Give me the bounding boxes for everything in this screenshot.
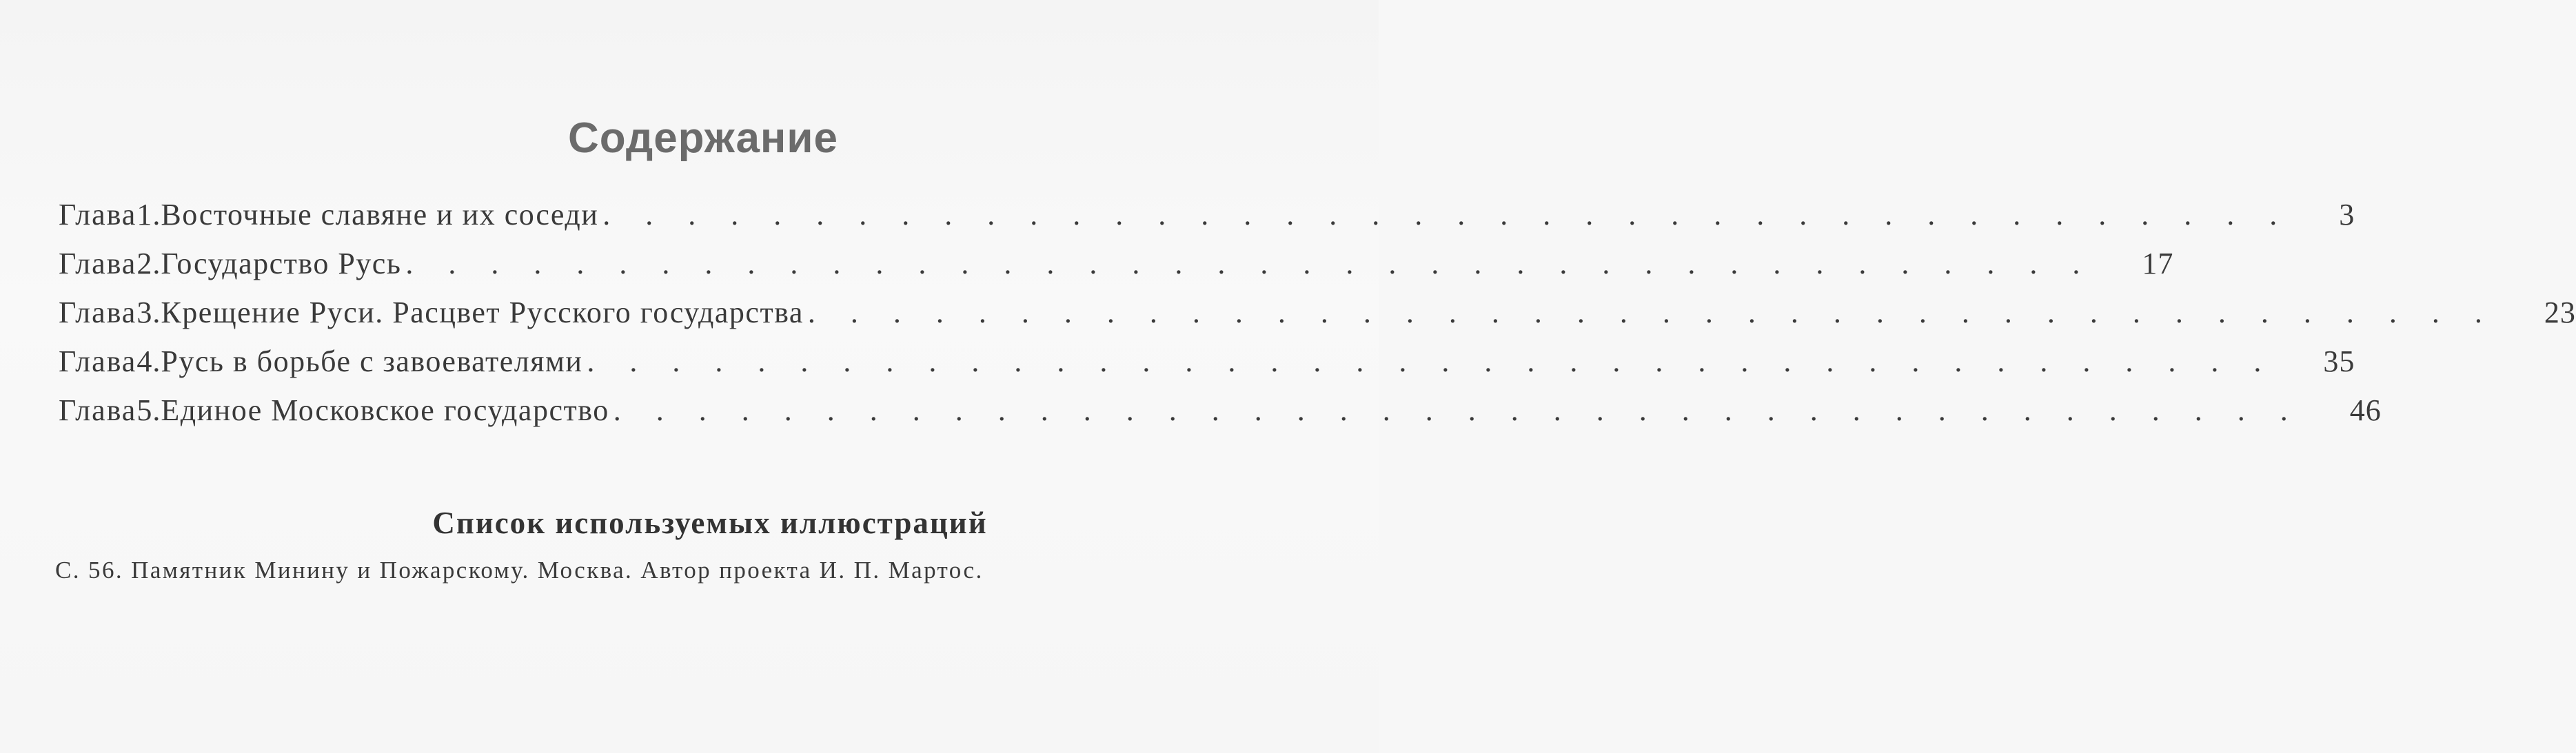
- illustration-caption: С. 56. Памятник Минину и Пожарскому. Москва. Автор проекта И. П. Мартос.: [55, 557, 984, 584]
- chapter-number: 1.: [136, 198, 161, 231]
- chapter-title: Единое Московское государство: [161, 393, 609, 427]
- chapter-number: 2.: [136, 247, 161, 280]
- dot-leader: . . . . . . . . . . . . . . . . . . . . . . . . . . . . . . . . . . . . . . . .: [587, 344, 2275, 378]
- chapter-label: Глава: [59, 393, 137, 427]
- chapter-title: Крещение Руси. Расцвет Русского государства: [161, 296, 804, 329]
- page-number: 35: [2323, 344, 2355, 378]
- chapter-number: 4.: [136, 344, 161, 378]
- toc-entry: [59, 292, 2576, 341]
- toc-list: [59, 194, 2576, 439]
- page-number: 3: [2339, 198, 2355, 231]
- chapter-title: Государство Русь: [161, 247, 402, 280]
- toc-entry: [59, 341, 2355, 390]
- toc-heading: Содержание: [568, 114, 838, 162]
- illustrations-heading: Список используемых иллюстраций: [432, 506, 988, 540]
- chapter-label: Глава: [59, 247, 137, 280]
- toc-entry: [59, 243, 2174, 292]
- chapter-label: Глава: [59, 344, 137, 378]
- chapter-label: Глава: [59, 198, 137, 231]
- chapter-title: Восточные славяне и их соседи: [161, 198, 599, 231]
- chapter-label: Глава: [59, 296, 137, 329]
- toc-entry: [59, 390, 2382, 439]
- page-number: 46: [2349, 393, 2382, 427]
- toc-entry: [59, 194, 2355, 243]
- dot-leader: . . . . . . . . . . . . . . . . . . . . . . . . . . . . . . . . . . . . . . . .: [602, 198, 2291, 231]
- dot-leader: . . . . . . . . . . . . . . . . . . . . . . . . . . . . . . . . . . . . . . . .: [807, 296, 2496, 329]
- dot-leader: . . . . . . . . . . . . . . . . . . . . . . . . . . . . . . . . . . . . . . . .: [405, 247, 2094, 280]
- dot-leader: . . . . . . . . . . . . . . . . . . . . . . . . . . . . . . . . . . . . . . . .: [613, 393, 2302, 427]
- chapter-number: 5.: [136, 393, 161, 427]
- chapter-number: 3.: [136, 296, 161, 329]
- page-number: 23: [2544, 296, 2576, 329]
- page-number: 17: [2142, 247, 2174, 280]
- chapter-title: Русь в борьбе с завоевателями: [161, 344, 583, 378]
